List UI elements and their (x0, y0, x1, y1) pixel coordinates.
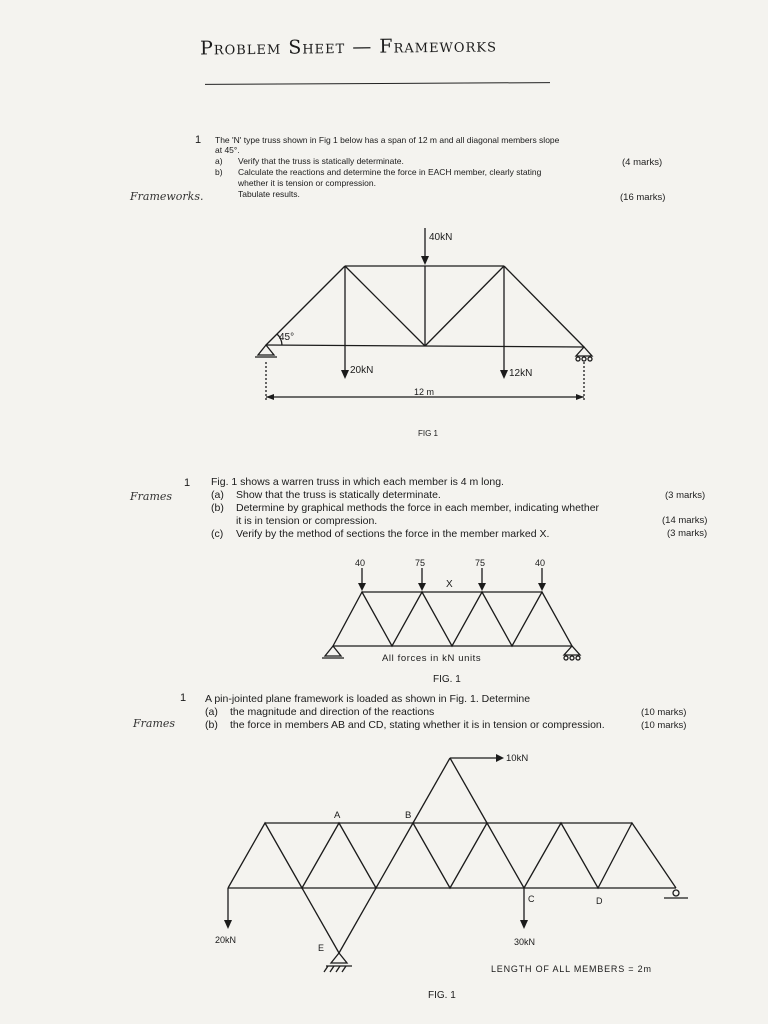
joint-label-d: D (596, 896, 603, 906)
part-a-text: the magnitude and direction of the reactions (230, 706, 435, 718)
part-a-text: Show that the truss is statically determinate. (236, 489, 441, 501)
load-label: 40 (535, 558, 546, 568)
question-number: 1 (195, 134, 202, 146)
member-length-note: LENGTH OF ALL MEMBERS = 2m (491, 964, 652, 974)
part-b-line2: it is in tension or compression. (236, 515, 378, 527)
margin-note: Frames (130, 490, 173, 503)
part-a-marks: (4 marks) (622, 157, 663, 168)
member-label-x: X (446, 579, 453, 590)
question-intro-line2: at 45°. (215, 145, 240, 155)
part-c-label: (c) (211, 528, 224, 540)
part-a-text: Verify that the truss is statically determinate. (238, 156, 404, 166)
support-member-right (339, 888, 376, 953)
apex-member-left (413, 758, 450, 823)
question-number: 1 (184, 477, 191, 489)
load-label-left: 20kN (215, 935, 237, 945)
margin-note: Frames (133, 717, 176, 730)
load-label: 75 (415, 558, 426, 568)
figure-caption: FIG. 1 (433, 674, 461, 685)
part-b-line2: whether it is tension or compression. (238, 178, 376, 188)
load-label: 75 (475, 558, 486, 568)
part-b-label: b) (215, 167, 223, 177)
part-a-label: a) (215, 156, 223, 166)
joint-label-e: E (318, 943, 325, 953)
joint-label-a: A (334, 810, 341, 821)
part-b-line1: Calculate the reactions and determine the force in EACH member, clearly stating (238, 167, 542, 177)
part-b-line3: Tabulate results. (238, 189, 300, 199)
load-label-left: 20kN (350, 365, 374, 376)
units-note: All forces in kN units (382, 653, 482, 664)
question-number: 1 (180, 692, 187, 704)
question-intro: Fig. 1 shows a warren truss in which each member is 4 m long. (211, 476, 504, 488)
load-label: 40 (355, 558, 366, 568)
joint-label-b: B (405, 810, 412, 821)
load-label-top: 40kN (429, 232, 453, 243)
question-intro-line1: The 'N' type truss shown in Fig 1 below has a span of 12 m and all diagonal members slope (215, 135, 560, 145)
part-a-label: (a) (211, 489, 224, 501)
figure-caption: FIG 1 (418, 429, 439, 438)
page-title: Problem Sheet — Frameworks (199, 34, 498, 60)
part-b-marks: (10 marks) (641, 720, 687, 731)
joint-label-c: C (528, 894, 535, 904)
angle-label: 45° (279, 332, 295, 343)
part-a-label: (a) (205, 706, 218, 718)
part-b-label: (b) (205, 719, 218, 731)
web-members (228, 823, 676, 888)
apex-member-right (450, 758, 487, 823)
part-b-marks: (14 marks) (662, 515, 708, 526)
part-c-text: Verify by the method of sections the force in the member marked X. (236, 528, 550, 540)
part-b-label: (b) (211, 502, 224, 514)
span-label: 12 m (414, 387, 435, 397)
part-b-line1: Determine by graphical methods the force in each member, indicating whether (236, 502, 600, 514)
part-a-marks: (10 marks) (641, 707, 687, 718)
load-label-mid: 30kN (514, 937, 536, 947)
figure-caption: FIG. 1 (428, 990, 456, 1001)
part-b-text: the force in members AB and CD, stating whether it is in tension or compression. (230, 719, 605, 731)
question-intro: A pin-jointed plane framework is loaded as shown in Fig. 1. Determine (205, 693, 531, 705)
part-c-marks: (3 marks) (667, 528, 708, 539)
part-b-marks: (16 marks) (620, 192, 666, 203)
part-a-marks: (3 marks) (665, 490, 706, 501)
load-label-right: 12kN (509, 368, 533, 379)
margin-note: Frameworks. (130, 190, 204, 203)
load-label-top: 10kN (506, 753, 529, 764)
